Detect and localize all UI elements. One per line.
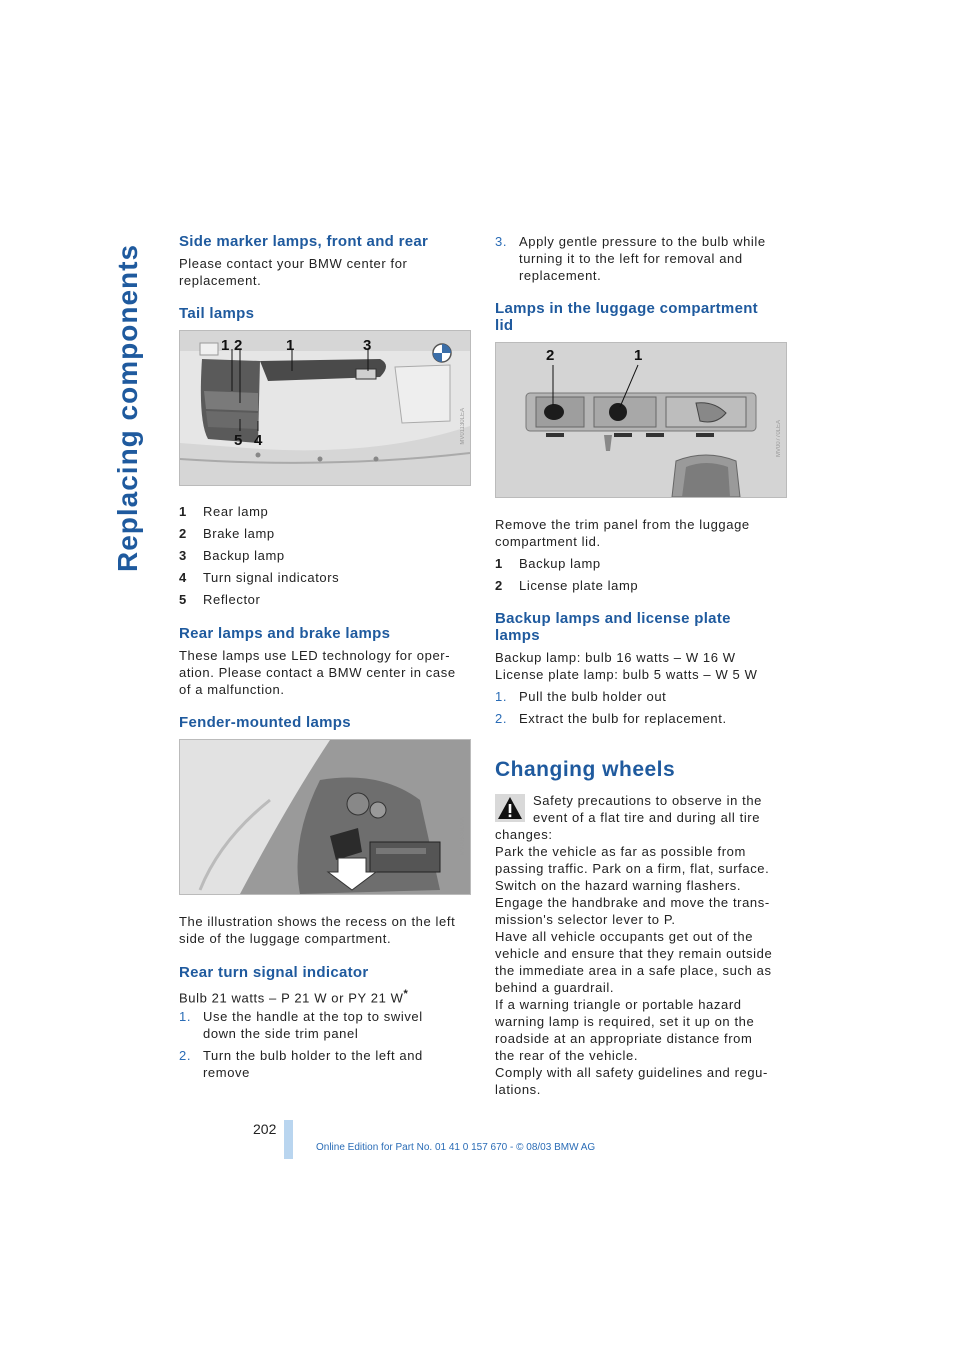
heading-rear-turn: Rear turn signal indicator: [179, 964, 369, 981]
warning-icon: [495, 794, 525, 822]
legend-item: 2 License plate lamp: [495, 578, 639, 593]
rear-brake-line: ation. Please contact a BMW center in case: [179, 665, 456, 680]
callout-2: 2: [546, 347, 555, 364]
callout-4: 4: [254, 432, 263, 449]
backup-line: License plate lamp: bulb 5 watts – W 5 W: [495, 667, 758, 682]
callout-1a: 1: [221, 337, 230, 354]
heading-backup-license: Backup lamps and license plate lamps: [495, 610, 731, 644]
callout-5: 5: [234, 432, 243, 449]
figure-code: MV00930OAA: [460, 817, 466, 856]
heading-tail-lamps: Tail lamps: [179, 305, 255, 322]
legend-item: 3 Backup lamp: [179, 548, 285, 563]
callout-1b: 1: [286, 337, 295, 354]
heading-fender: Fender-mounted lamps: [179, 714, 351, 731]
legend-item: 1 Backup lamp: [495, 556, 601, 571]
tail-lamps-illustration: [180, 331, 470, 485]
callout-2: 2: [234, 337, 243, 354]
heading-luggage-lid: Lamps in the luggage compartment lid: [495, 300, 758, 334]
luggage-lid-line: Remove the trim panel from the luggage: [495, 517, 750, 532]
luggage-lid-illustration: [496, 343, 786, 497]
side-marker-text: Please contact your BMW center for replacement.: [179, 256, 408, 288]
page-marker-bar: [284, 1120, 293, 1159]
backup-step: 1. Pull the bulb holder out: [495, 689, 667, 704]
rear-turn-step: 2. Turn the bulb holder to the left and remove: [179, 1048, 423, 1080]
heading-side-marker: Side marker lamps, front and rear: [179, 233, 429, 250]
fender-line: side of the luggage compartment.: [179, 931, 392, 946]
footer-text: Online Edition for Part No. 01 41 0 157 670 - © 08/03 BMW AG: [316, 1142, 596, 1153]
fender-lamps-illustration: [180, 740, 470, 894]
callout-1: 1: [634, 347, 643, 364]
figure-code: MV01130LEA: [460, 408, 466, 445]
page-number: 202: [253, 1121, 277, 1137]
legend-item: 4 Turn signal indicators: [179, 570, 340, 585]
rear-brake-line: of a malfunction.: [179, 682, 285, 697]
backup-step: 2. Extract the bulb for replacement.: [495, 711, 727, 726]
callout-3: 3: [363, 337, 372, 354]
legend-item: 2 Brake lamp: [179, 526, 275, 541]
heading-changing-wheels: Changing wheels: [495, 758, 676, 781]
backup-line: Backup lamp: bulb 16 watts – W 16 W: [495, 650, 736, 665]
heading-rear-brake: Rear lamps and brake lamps: [179, 625, 391, 642]
side-title: [104, 228, 152, 588]
asterisk: *: [403, 988, 409, 1000]
rear-turn-bulb: Bulb 21 watts – P 21 W or PY 21 W*: [179, 988, 409, 1006]
fender-lamps-figure: [179, 739, 471, 895]
step-3: 3. Apply gentle pressure to the bulb while turning it to the left for removal and replacement.: [495, 234, 766, 283]
legend-item: 1 Rear lamp: [179, 504, 269, 519]
rear-brake-line: These lamps use LED technology for oper-: [179, 648, 451, 663]
luggage-lid-figure: [495, 342, 787, 498]
rear-turn-step: 1. Use the handle at the top to swivel down the side trim panel: [179, 1009, 423, 1041]
luggage-lid-line: compartment lid.: [495, 534, 601, 549]
figure-code: MV00770LEA: [776, 420, 782, 458]
fender-line: The illustration shows the recess on the left: [179, 914, 456, 929]
tail-lamps-figure: [179, 330, 471, 486]
side-title-text: Replacing components: [112, 243, 144, 573]
legend-item: 5 Reflector: [179, 592, 261, 607]
